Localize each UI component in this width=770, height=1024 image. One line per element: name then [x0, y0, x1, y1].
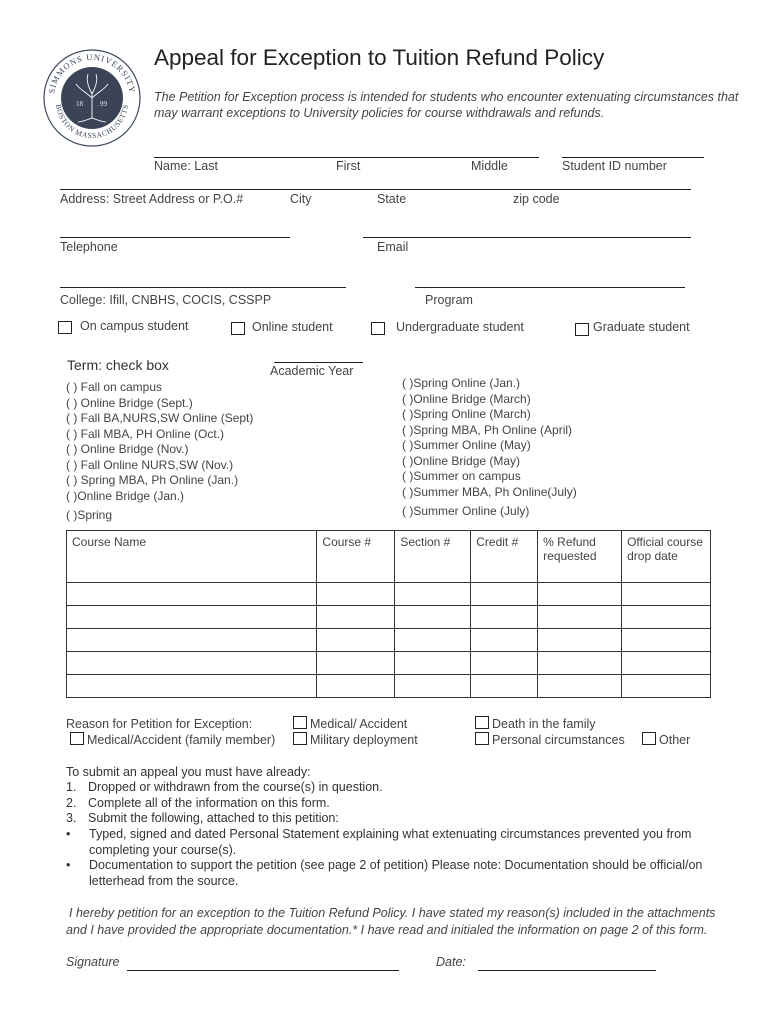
term-option[interactable]: ( )Summer MBA, Ph Online(July) [402, 485, 577, 499]
college-line[interactable] [60, 287, 346, 288]
name-first-label: First [336, 159, 361, 173]
term-heading: Term: check box [67, 357, 169, 373]
term-option[interactable]: ( ) Online Bridge (Sept.) [66, 396, 193, 410]
term-option[interactable]: ( )Summer Online (July) [402, 504, 530, 518]
term-option[interactable]: ( ) Spring MBA, Ph Online (Jan.) [66, 473, 239, 487]
step-number: 1. [66, 780, 77, 794]
address-label: Address: Street Address or P.O.# [60, 192, 244, 206]
course-name-cell[interactable] [67, 652, 317, 675]
online-student-checkbox[interactable] [231, 322, 245, 335]
reason-military-checkbox[interactable] [293, 732, 307, 745]
bullet-icon: • [66, 827, 71, 841]
on-campus-label: On campus student [80, 319, 189, 333]
col-header-course-drop-date: Official course drop date [622, 531, 711, 583]
term-option[interactable]: ( ) Fall on campus [66, 380, 163, 394]
term-option[interactable]: ( )Online Bridge (March) [402, 392, 531, 406]
seal-year-right: 99 [100, 100, 107, 108]
reason-label: Reason for Petition for Exception: [66, 717, 253, 731]
term-option[interactable]: ( )Summer Online (May) [402, 438, 531, 452]
reason-medical-label: Medical/ Accident [310, 717, 408, 731]
instruction-bullet [66, 827, 726, 858]
intro-text: The Petition for Exception process is intended for students who encounter extenuating circumstances that may warrant exceptions to University policies for course withdrawals and refunds. [154, 90, 739, 120]
course-number-cell[interactable] [317, 652, 395, 675]
drop-date-cell[interactable] [622, 606, 711, 629]
term-option[interactable]: ( )Online Bridge (May) [402, 454, 521, 468]
course-number-cell[interactable] [317, 606, 395, 629]
credit-number-cell[interactable] [471, 629, 538, 652]
col-header-course-name: Course Name [67, 531, 317, 583]
course-number-cell[interactable] [317, 629, 395, 652]
undergraduate-checkbox[interactable] [371, 322, 385, 335]
term-option[interactable]: ( )Spring Online (Jan.) [402, 376, 521, 390]
table-row [67, 583, 711, 606]
seal-emblem-icon [42, 48, 142, 148]
course-name-cell[interactable] [67, 606, 317, 629]
reason-death-checkbox[interactable] [475, 716, 489, 729]
bullet-icon: • [66, 858, 71, 872]
section-number-cell[interactable] [395, 629, 471, 652]
college-label: College: Ifill, CNBHS, COCIS, CSSPP [60, 293, 272, 307]
term-option[interactable]: ( )Spring Online (March) [402, 407, 531, 421]
step-text: Dropped or withdrawn from the course(s) in question. [88, 780, 383, 794]
zip-label: zip code [513, 192, 560, 206]
term-option[interactable]: ( )Spring [66, 508, 113, 522]
reason-personal-checkbox[interactable] [475, 732, 489, 745]
instruction-step [66, 811, 339, 825]
name-line[interactable] [154, 157, 539, 158]
academic-year-line[interactable] [274, 362, 363, 363]
table-row [67, 606, 711, 629]
signature-line[interactable] [127, 970, 399, 971]
table-header-row [67, 531, 711, 583]
table-row [67, 652, 711, 675]
instructions-intro: To submit an appeal you must have already: [66, 765, 311, 779]
page-title: Appeal for Exception to Tuition Refund Policy [154, 45, 605, 70]
course-name-cell[interactable] [67, 629, 317, 652]
section-number-cell[interactable] [395, 675, 471, 698]
credit-number-cell[interactable] [471, 583, 538, 606]
term-option[interactable]: ( )Summer on campus [402, 469, 521, 483]
signature-label: Signature [66, 955, 120, 969]
term-option[interactable]: ( ) Fall Online NURS,SW (Nov.) [66, 458, 234, 472]
reason-medical-family-checkbox[interactable] [70, 732, 84, 745]
drop-date-cell[interactable] [622, 652, 711, 675]
bullet-text: Documentation to support the petition (see page 2 of petition) Please note: Documentation should be official/on letterhead from the source. [89, 858, 703, 888]
refund-percent-cell[interactable] [538, 583, 622, 606]
credit-number-cell[interactable] [471, 606, 538, 629]
step-text: Complete all of the information on this form. [88, 796, 330, 810]
seal-ring-bottom-text: BOSTON MASSACHUSETTS [54, 103, 130, 141]
declaration-text: I hereby petition for an exception to the Tuition Refund Policy. I have stated my reason(s) included in the attachments and I have provided the appropriate documentation.* I have read and initialed the information on page 2 of this form. [66, 906, 716, 937]
program-line[interactable] [415, 287, 685, 288]
reason-medical-family-label: Medical/Accident (family member) [87, 733, 276, 747]
address-line[interactable] [60, 189, 691, 190]
email-label: Email [377, 240, 409, 254]
drop-date-cell[interactable] [622, 583, 711, 606]
table-row [67, 629, 711, 652]
term-option[interactable]: ( ) Fall MBA, PH Online (Oct.) [66, 427, 225, 441]
section-number-cell[interactable] [395, 606, 471, 629]
reason-medical-checkbox[interactable] [293, 716, 307, 729]
table-row [67, 675, 711, 698]
step-text: Submit the following, attached to this petition: [88, 811, 339, 825]
col-header-refund-requested: % Refund requested [538, 531, 622, 583]
seal-ring-top-text: SIMMONS UNIVERSITY [46, 51, 138, 95]
section-number-cell[interactable] [395, 652, 471, 675]
reason-death-label: Death in the family [492, 717, 596, 731]
refund-percent-cell[interactable] [538, 675, 622, 698]
university-seal [42, 48, 142, 148]
credit-number-cell[interactable] [471, 652, 538, 675]
city-label: City [290, 192, 312, 206]
on-campus-checkbox[interactable] [58, 321, 72, 334]
seal-year-left: 18 [76, 100, 83, 108]
name-middle-label: Middle [471, 159, 508, 173]
online-student-label: Online student [252, 320, 333, 334]
date-line[interactable] [478, 970, 656, 971]
bullet-text: Typed, signed and dated Personal Statement explaining what extenuating circumstances prevented you from completing your course(s). [89, 827, 692, 857]
course-name-cell[interactable] [67, 675, 317, 698]
student-id-label: Student ID number [562, 159, 667, 173]
col-header-course-number: Course # [317, 531, 395, 583]
name-last-label: Name: Last [154, 159, 218, 173]
undergraduate-label: Undergraduate student [396, 320, 524, 334]
credit-number-cell[interactable] [471, 675, 538, 698]
col-header-section-number: Section # [395, 531, 471, 583]
course-number-cell[interactable] [317, 583, 395, 606]
section-number-cell[interactable] [395, 583, 471, 606]
reason-other-label: Other [659, 733, 691, 747]
term-option[interactable]: ( )Online Bridge (Jan.) [66, 489, 185, 503]
refund-percent-cell[interactable] [538, 629, 622, 652]
instruction-bullet [66, 858, 726, 889]
course-number-cell[interactable] [317, 675, 395, 698]
graduate-checkbox[interactable] [575, 323, 589, 336]
drop-date-cell[interactable] [622, 675, 711, 698]
step-number: 3. [66, 811, 77, 825]
reason-personal-label: Personal circumstances [492, 733, 625, 747]
academic-year-label: Academic Year [270, 364, 354, 378]
program-label: Program [425, 293, 473, 307]
reason-military-label: Military deployment [310, 733, 418, 747]
step-number: 2. [66, 796, 77, 810]
student-id-line[interactable] [562, 157, 704, 158]
term-option[interactable]: ( )Spring MBA, Ph Online (April) [402, 423, 573, 437]
instruction-step [66, 796, 330, 810]
reason-other-checkbox[interactable] [642, 732, 656, 745]
telephone-label: Telephone [60, 240, 118, 254]
term-option[interactable]: ( ) Online Bridge (Nov.) [66, 442, 189, 456]
telephone-line[interactable] [60, 237, 290, 238]
email-line[interactable] [363, 237, 691, 238]
term-option[interactable]: ( ) Fall BA,NURS,SW Online (Sept) [66, 411, 254, 425]
state-label: State [377, 192, 407, 206]
drop-date-cell[interactable] [622, 629, 711, 652]
course-name-cell[interactable] [67, 583, 317, 606]
date-label: Date: [436, 955, 466, 969]
course-table [66, 530, 711, 698]
graduate-label: Graduate student [593, 320, 690, 334]
instruction-step [66, 780, 383, 794]
col-header-credit-number: Credit # [471, 531, 538, 583]
refund-percent-cell[interactable] [538, 652, 622, 675]
refund-percent-cell[interactable] [538, 606, 622, 629]
